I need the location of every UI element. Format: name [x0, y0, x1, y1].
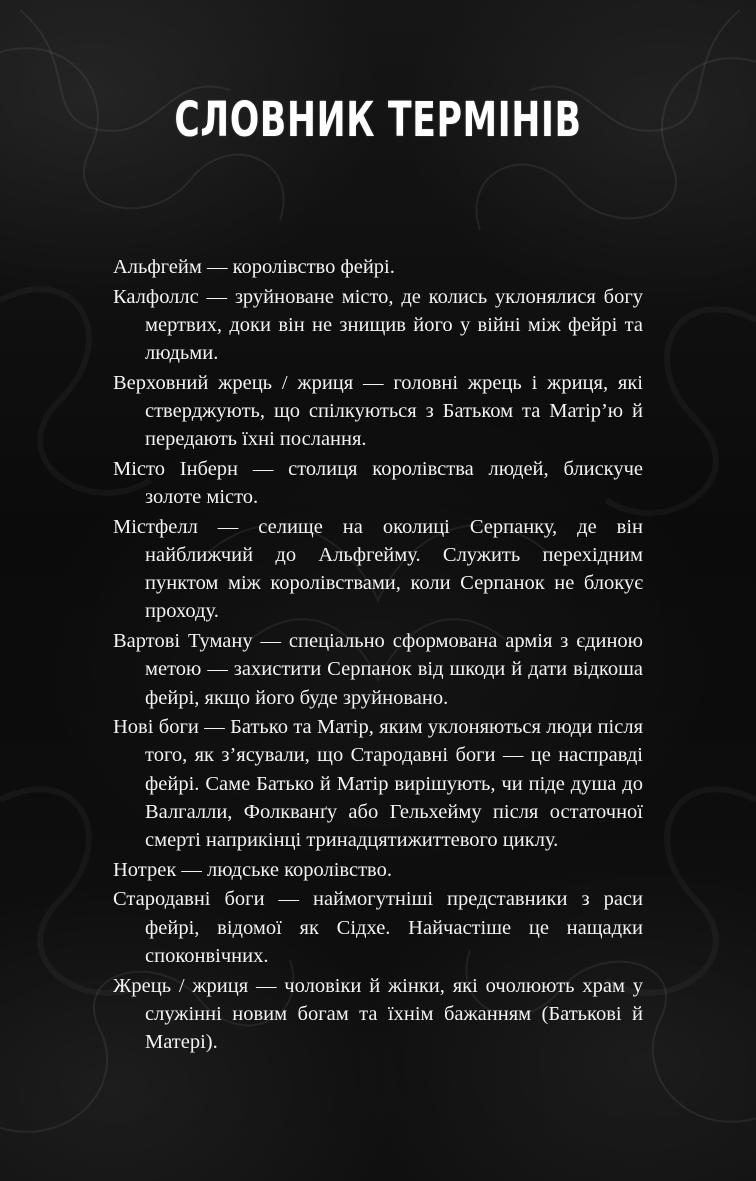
glossary-entry — [113, 513, 643, 626]
glossary-entry — [113, 253, 643, 281]
glossary-entry-text: Калфоллс — зруйноване місто, де колись уклонялися богу мертвих, доки він не знищив його у війні між фейрі та людьми. — [113, 285, 643, 365]
glossary-entry-text: Жрець / жриця — чоловіки й жінки, які очолюють храм у служінні новим богам та їхнім бажанням (Батькові й Матері). — [113, 974, 643, 1053]
glossary-entry — [113, 627, 643, 712]
glossary-entry-text: Альфгейм — королівство фейрі. — [113, 256, 395, 278]
glossary-entry-text: Нотрек — людське королівство. — [113, 858, 392, 881]
glossary-entry-text: Нові боги — Батько та Матір, яким уклоняються люди після того, як з’ясували, що Стародавні боги — це насправді фейрі. Саме Батько й Матір вирішують, чи піде душа до Валгалли, Фолкванґу або Гельхейму після остаточної смерті наприкінці тринадцятижиттевого циклу. — [113, 716, 643, 852]
glossary-entry — [113, 713, 643, 854]
glossary-entry-text: Вартові Туману — спеціально сформована армія з єдиною метою — захистити Серпанок від шкоди й дати відкоша фейрі, якщо його буде зруйновано. — [113, 630, 643, 709]
glossary-entry-text: Верховний жрець / жриця — головні жрець і жриця, які стверджують, що спілкуються з Батьком та Матір’ю й передають їхні послання. — [113, 371, 643, 451]
glossary-entry — [113, 283, 643, 368]
glossary-entry-text: Місто Інберн — столиця королівства людей, блискуче золоте місто. — [113, 457, 643, 509]
glossary-entry — [113, 856, 643, 884]
glossary-entry-text: Містфелл — селище на околиці Серпанку, де він найближчий до Альфгейму. Служить перехідним пунктом між королівствами, коли Серпанок не блокує проходу. — [113, 515, 643, 623]
glossary-list — [113, 253, 643, 1058]
glossary-entry — [113, 885, 643, 970]
glossary-entry — [113, 369, 643, 454]
glossary-entry — [113, 972, 643, 1057]
page-title: СЛОВНИК ТЕРМІНІВ — [174, 92, 582, 148]
glossary-entry — [113, 455, 643, 511]
glossary-entry-text: Стародавні боги — наймогутніші представники з раси фейрі, відомої як Сідхе. Найчастіше це нащадки споконвічних. — [113, 888, 643, 967]
